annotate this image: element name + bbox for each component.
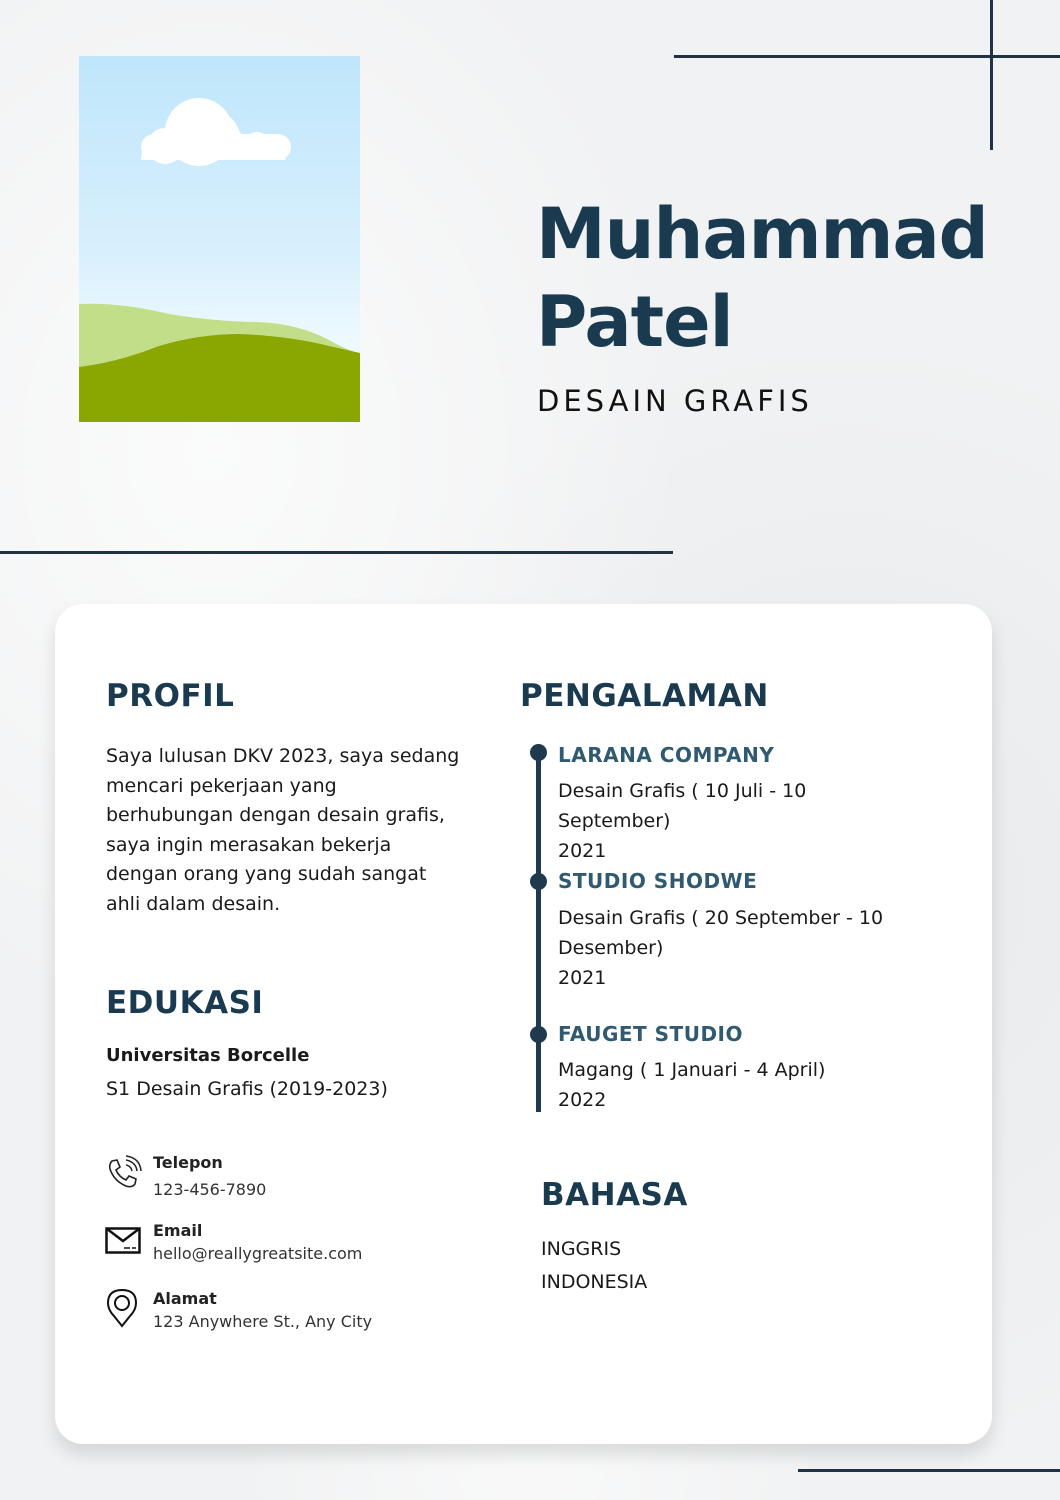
timeline-dot (530, 1026, 547, 1043)
first-name: Muhammad (536, 193, 988, 275)
bottom-horizontal-line (798, 1469, 1060, 1472)
top-vertical-line (990, 0, 993, 150)
phone-icon (104, 1155, 142, 1193)
mid-horizontal-line (0, 551, 673, 554)
education-degree: S1 Desain Grafis (2019-2023) (106, 1078, 388, 1100)
contact-value-phone[interactable]: 123-456-7890 (153, 1180, 267, 1199)
experience-desc (558, 776, 918, 866)
profile-line: Saya lulusan DKV 2023, saya sedang (106, 745, 460, 767)
experience-desc-line: Desember) (558, 937, 664, 959)
full-name (536, 190, 988, 366)
location-pin-icon (106, 1288, 138, 1328)
experience-company: FAUGET STUDIO (558, 1022, 743, 1046)
education-heading: EDUKASI (106, 985, 264, 1021)
contact-label-email: Email (153, 1221, 203, 1240)
profile-line: mencari pekerjaan yang (106, 774, 337, 797)
language-item: INGGRIS (541, 1238, 622, 1260)
top-horizontal-line (674, 55, 1060, 58)
job-role: DESAIN GRAFIS (537, 384, 813, 418)
experience-desc-line: 2021 (558, 840, 607, 862)
education-school: Universitas Borcelle (106, 1045, 310, 1066)
mail-icon (105, 1227, 141, 1255)
experience-company: LARANA COMPANY (558, 743, 775, 767)
contact-label-phone: Telepon (153, 1153, 223, 1172)
timeline-dot (530, 744, 547, 761)
experience-desc (558, 1055, 918, 1115)
contact-value-address: 123 Anywhere St., Any City (153, 1312, 373, 1331)
profile-line: saya ingin merasakan bekerja (106, 833, 392, 856)
contact-value-email[interactable]: hello@reallygreatsite.com (153, 1244, 363, 1263)
timeline-bar (536, 752, 541, 1112)
experience-desc-line: 2021 (558, 967, 607, 989)
profile-photo-placeholder (79, 56, 360, 422)
contact-label-address: Alamat (153, 1289, 217, 1308)
experience-company: STUDIO SHODWE (558, 869, 758, 893)
profile-line: ahli dalam desain. (106, 892, 281, 915)
experience-desc-line: Desain Grafis ( 10 Juli - 10 September) (558, 780, 807, 832)
experience-desc-line: Desain Grafis ( 20 September - 10 (558, 907, 884, 929)
language-item: INDONESIA (541, 1271, 648, 1293)
profile-heading: PROFIL (106, 678, 235, 714)
profile-line: dengan orang yang sudah sangat (106, 863, 427, 885)
last-name: Patel (536, 281, 733, 363)
experience-desc-line: 2022 (558, 1089, 607, 1111)
timeline-dot (530, 873, 547, 890)
experience-desc (558, 903, 918, 993)
experience-heading: PENGALAMAN (520, 678, 769, 714)
profile-text (106, 742, 466, 919)
experience-desc-line: Magang ( 1 Januari - 4 April) (558, 1059, 826, 1081)
languages-heading: BAHASA (541, 1177, 688, 1213)
landscape-image-icon (79, 56, 360, 422)
profile-line: berhubungan dengan desain grafis, (106, 804, 445, 826)
